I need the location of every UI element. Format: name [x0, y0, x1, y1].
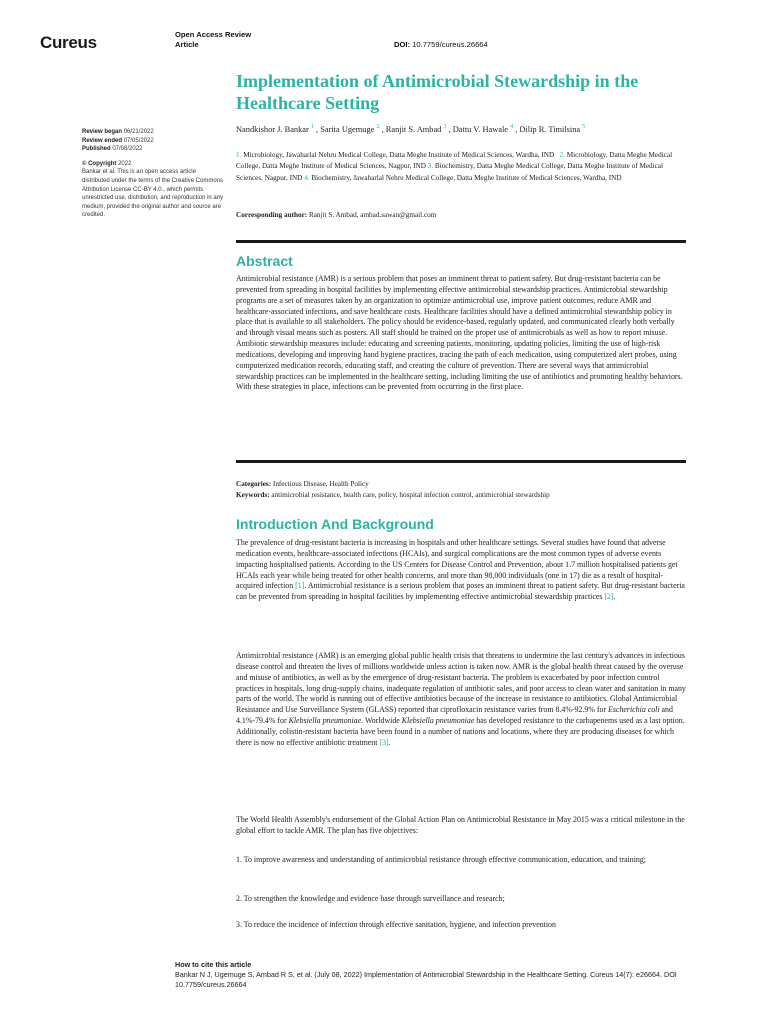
license-text: Bankar et al. This is an open access article distributed under the terms of the Creative Commons Attribution License CC-BY 4.0., which permits unrestricted use, distribution, and reproduction in any medium, provided the original author and source are credited. [82, 169, 224, 219]
cite-heading: How to cite this article [175, 960, 252, 969]
objective-2: 2. To strengthen the knowledge and evidence base through surveillance and research; [236, 894, 505, 903]
author-affil-ref[interactable]: 2 [376, 124, 380, 130]
doi-value[interactable]: 10.7759/cureus.26664 [412, 40, 488, 49]
doi [394, 40, 488, 49]
author-name[interactable]: Dattu V. Hawale [452, 124, 509, 134]
abstract-heading: Abstract [236, 253, 293, 269]
intro-paragraph-2: Antimicrobial resistance (AMR) is an emerging global public health crisis that threatens to undermine the last century's advances in infectious disease control and threaten the lives of millions worldwide unless action is taken now. AMR is the global health threat caused by the overuse and misuse of antibiotics, as well as by the emergence of drug-resistant bacteria. The problem is exacerbated by poor infection control practices in hospitals, long drug-supply chains, inadequate regulation of antibiotic sales, and poor access to clean water and sanitation in many parts of the world. The world is running out of effective antibiotics because of the increase in resistance to antibiotics. Global Antimicrobial Resistance and Use Surveillance System (GLASS) reported that ciprofloxacin resistance varies from 8.4%-92.9% for Escherichia coli and 4.1%-79.4% for Klebsiella pneumoniae. Worldwide Klebsiella pneumoniae has developed resistance to the carbapenems used as a last option. Additionally, colistin-resistant bacteria have been found in a number of nations and locations, where they are producing diseases for which there is now no effective antibiotic treatment [3]. [236, 651, 686, 747]
article-type [175, 30, 251, 50]
publication-sidebar [82, 128, 224, 220]
author-name[interactable]: Sarita Ugemuge [320, 124, 375, 134]
affiliation-text: Microbiology, Jawaharlal Nehru Medical College, Datta Meghe Institute of Medical Sciences, Wardha, IND [243, 151, 555, 159]
affiliation-number: 3. [427, 162, 434, 171]
doi-label: DOI: [394, 40, 411, 49]
copyright: © Copyright 2022 [82, 160, 132, 167]
affiliation-text: Microbiology, Datta Meghe Medical College, Datta Meghe Institute of Medical Sciences, Nagpur, IND [236, 151, 673, 171]
intro-heading: Introduction And Background [236, 516, 434, 532]
how-to-cite [175, 960, 715, 990]
section-rule [236, 240, 686, 243]
cite-text: Bankar N J, Ugemuge S, Ambad R S, et al. (July 08, 2022) Implementation of Antimicrobial Stewardship in the Healthcare Setting. Cureus 14(7): e26664. DOI 10.7759/cureus.26664 [175, 970, 677, 989]
section-rule [236, 460, 686, 463]
article-type-line1: Open Access Review [175, 30, 252, 39]
author-affil-ref[interactable]: 4 [510, 124, 514, 130]
intro-paragraph-3: The World Health Assembly's endorsement of the Global Action Plan on Antimicrobial Resistance in May 2015 was a critical milestone in the global effort to tackle AMR. The plan has five objectives: [236, 815, 685, 835]
author-list: Nandkishor J. Bankar $^1$ , Sarita Ugemuge $^2$ , Ranjit S. Ambad $^3$ , Dattu V. Hawale $^4$ , Dilip R. Timilsina $^5$ [236, 124, 586, 134]
author-name[interactable]: Dilip R. Timilsina [519, 124, 581, 134]
objective-3: 3. To reduce the incidence of infection through effective sanitation, hygiene, and infection prevention [236, 920, 556, 929]
author-affil-ref[interactable]: 3 [443, 124, 447, 130]
citation-link[interactable]: [3] [379, 737, 389, 747]
article-meta [236, 479, 686, 501]
categories: Categories: Infectious Disease, Health Policy [236, 480, 369, 488]
affiliation-text: Biochemistry, Datta Meghe Medical College, Datta Meghe Institute of Medical Sciences, Nagpur, IND [236, 162, 663, 182]
affiliation-number: 1. [236, 151, 242, 159]
author-affil-ref[interactable]: 5 [582, 124, 586, 130]
affiliation-text: Biochemistry, Jawaharlal Nehru Medical College, Datta Meghe Institute of Medical Sciences, Wardha, IND [311, 173, 622, 182]
article-type-line2: Article [175, 40, 199, 49]
abstract-text: Antimicrobial resistance (AMR) is a serious problem that poses an imminent threat to patient safety. But drug-resistant bacteria can be prevented from spreading in hospital facilities by implementing effective antimicrobial stewardship practices. Antimicrobial stewardship programs are a set of measures taken by an organization to optimize antimicrobial use, improve patient outcomes, reduce AMR and healthcare-associated infections, and save healthcare costs. Healthcare facilities should have a defined antimicrobial stewardship policy in place that is available to all stakeholders. The policy should be evidence-based, regularly updated, and communicated clearly both verbally and through visual means such as posters. All staff should be trained on the proper use of antimicrobials as well as how to report misuse. Antibiotic stewardship measures include: educating and screening patients, monitoring, updating policies, limiting the use of high-risk medications, developing and improving hand hygiene practices, tracing the path of each medication, using computerized alert probes, using computerized medication records, educating staff, and creating the culture of prevention. There are several ways that antimicrobial stewardship practices can be implemented in the healthcare setting, including limiting the use of antibiotics and promoting healthy behaviors. With these strategies in place, infections can be prevented from occurring in the first place. [236, 274, 683, 392]
author-name[interactable]: Ranjit S. Ambad [385, 124, 442, 134]
intro-paragraph-1: The prevalence of drug-resistant bacteria is increasing in hospitals and other healthcare settings. Several studies have found that adverse medication events, healthcare-associated infections (HCAIs), and surgical complications are the most common types of adverse events impacting hospitalised patients. According to the US Centers for Disease Control and Prevention, about 1.7 million hospitalised patients get HCAIs each year while being treated for other health concerns, and more than 98,000 individuals (one in 17) die as a result of hospital-acquired infection [1]. Antimicrobial resistance is a serious problem that poses an imminent threat to patient safety. But drug-resistant bacteria can be prevented from spreading in hospital facilities by implementing effective antimicrobial stewardship practices [2]. [236, 538, 685, 602]
cureus-logo: Cureus [40, 33, 97, 52]
corresponding-author [236, 210, 686, 221]
author-name[interactable]: Nandkishor J. Bankar [236, 124, 309, 134]
affiliations [236, 150, 686, 184]
review-ended: Review ended 07/05/2022 [82, 137, 154, 144]
affiliation-number: 4. [304, 173, 310, 182]
citation-link[interactable]: [1] [295, 581, 305, 591]
keywords: Keywords: antimicrobial resistance, health care, policy, hospital infection control, antimicrobial stewardship [236, 491, 550, 499]
author-affil-ref[interactable]: 1 [310, 124, 314, 130]
affiliation-number: 2. [559, 151, 565, 159]
citation-link[interactable]: [2] [604, 592, 614, 602]
review-began: Review began 06/21/2022 [82, 129, 154, 135]
corresponding-value[interactable]: Ranjit S. Ambad, ambad.sawan@gmail.com [308, 211, 437, 219]
article-title: Implementation of Antimicrobial Stewardship in the Healthcare Setting [236, 71, 639, 113]
published-date: Published 07/08/2022 [82, 146, 143, 153]
corresponding-label: Corresponding author: [236, 211, 308, 219]
objective-1: 1. To improve awareness and understanding of antimicrobial resistance through effective communication, education, and training; [236, 855, 646, 864]
